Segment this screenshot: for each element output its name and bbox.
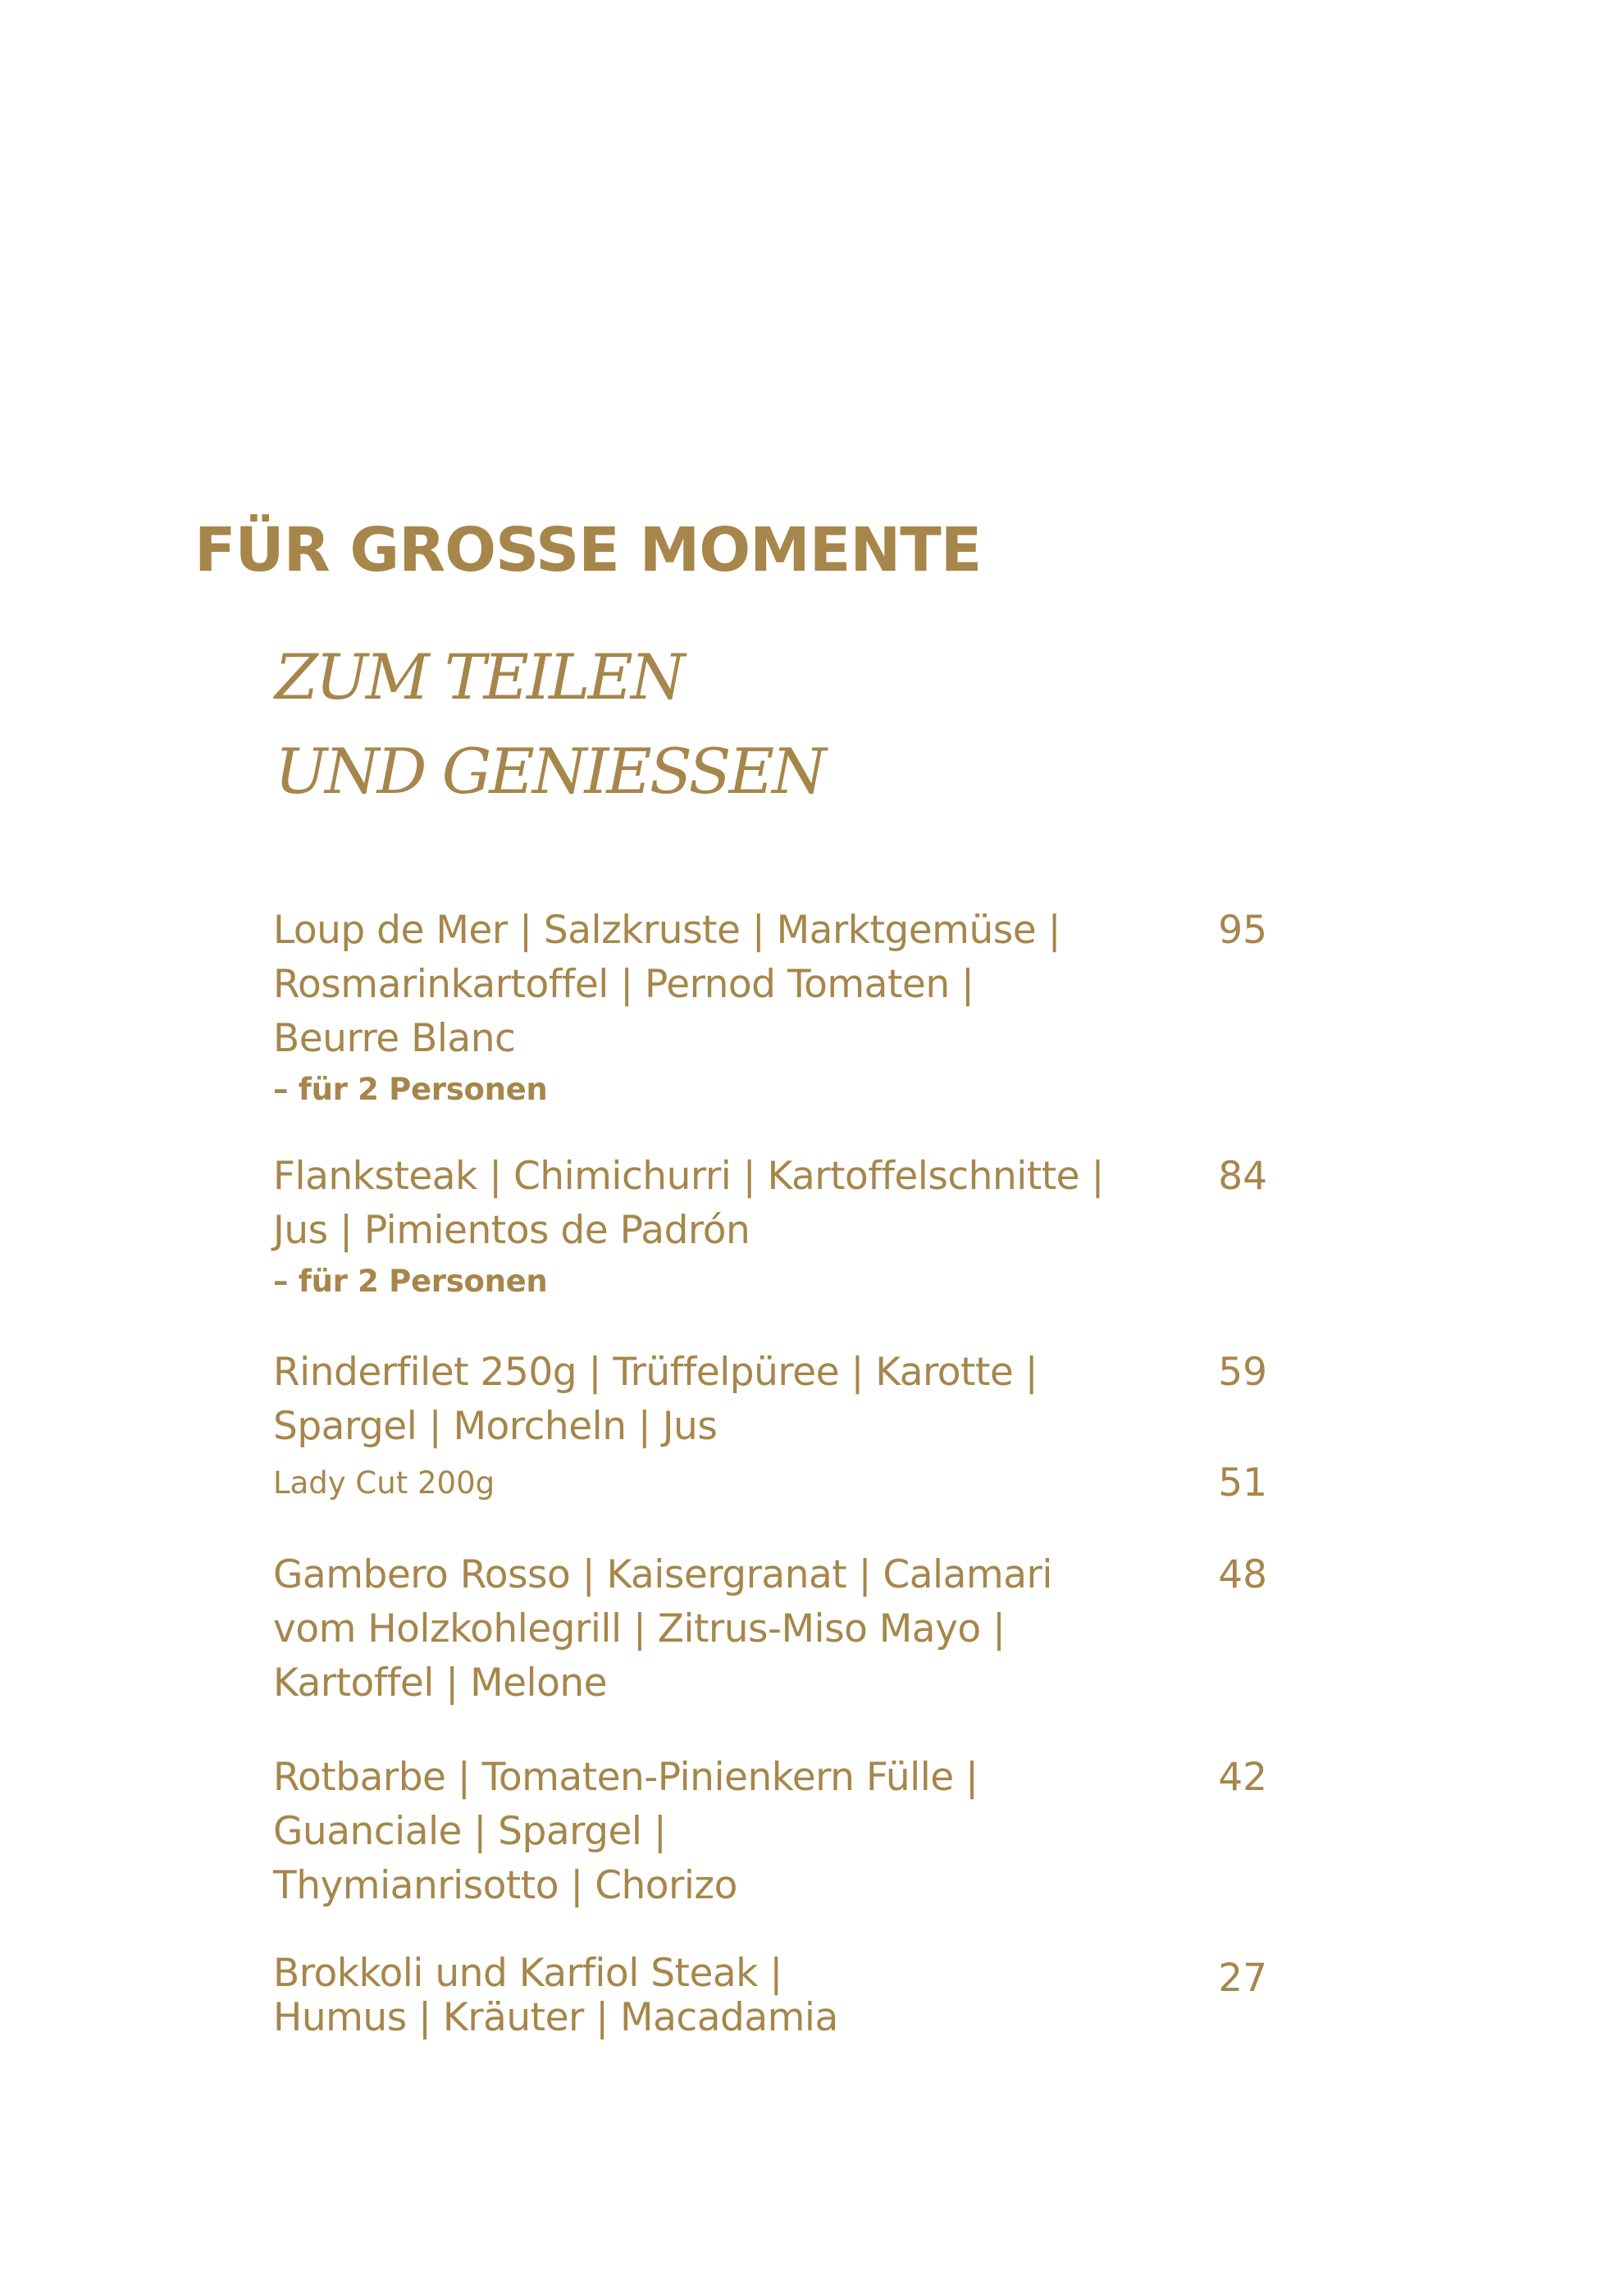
menu-item-price: 48 [1218,1552,1267,1597]
section-heading: FÜR GROSSE MOMENTE [194,515,982,585]
section-subheading [275,630,824,818]
menu-item-description [273,1548,1175,1711]
variant-label: Lady Cut 200g [273,1465,495,1501]
menu-item-price: 95 [1218,908,1267,953]
menu-item-price: 84 [1218,1154,1267,1199]
menu-item-description [273,1952,1175,2040]
menu-item-description [273,1346,1175,1454]
description-line: Humus | Kräuter | Macadamia [273,1995,838,2040]
description-line: Spargel | Morcheln | Jus [273,1404,718,1449]
description-line: Jus | Pimientos de Padrón [273,1208,750,1253]
subheading-line: ZUM TEILEN [275,640,683,713]
subheading-line: UND GENIESSEN [275,735,824,808]
menu-item-description [273,904,1175,1066]
menu-item-note: – für 2 Personen [273,1264,548,1299]
menu-item-price: 42 [1218,1755,1267,1800]
menu-item-rotbarbe [273,1751,1267,1913]
description-line: Loup de Mer | Salzkruste | Marktgemüse | [273,908,1061,953]
description-line: Guanciale | Spargel | [273,1809,667,1854]
menu-item-loup-de-mer [273,904,1267,1110]
description-line: Brokkoli und Karfiol Steak | [273,1951,782,1996]
menu-item-price: 27 [1218,1956,1267,2001]
description-line: vom Holzkohlegrill | Zitrus-Miso Mayo | [273,1606,1006,1651]
description-line: Kartoffel | Melone [273,1660,608,1706]
menu-item-note: – für 2 Personen [273,1072,548,1107]
menu-item-price: 59 [1218,1350,1267,1395]
description-line: Gambero Rosso | Kaisergranat | Calamari [273,1552,1052,1597]
variant-price: 51 [1218,1460,1267,1506]
description-line: Thymianrisotto | Chorizo [273,1863,737,1908]
menu-item-flanksteak [273,1150,1267,1302]
menu-item-variant [273,1460,1267,1506]
menu-item-description [273,1751,1175,1913]
menu-item-rinderfilet [273,1346,1267,1506]
description-line: Flanksteak | Chimichurri | Kartoffelschnitte | [273,1154,1104,1199]
menu-item-gambero-rosso [273,1548,1267,1711]
menu-item-description [273,1150,1175,1258]
description-line: Rosmarinkartoffel | Pernod Tomaten | [273,962,974,1007]
description-line: Rotbarbe | Tomaten-Pinienkern Fülle | [273,1755,979,1800]
description-line: Rinderfilet 250g | Trüffelpüree | Karotte | [273,1350,1038,1395]
description-line: Beurre Blanc [273,1016,516,1061]
menu-item-brokkoli-steak [273,1952,1267,2040]
